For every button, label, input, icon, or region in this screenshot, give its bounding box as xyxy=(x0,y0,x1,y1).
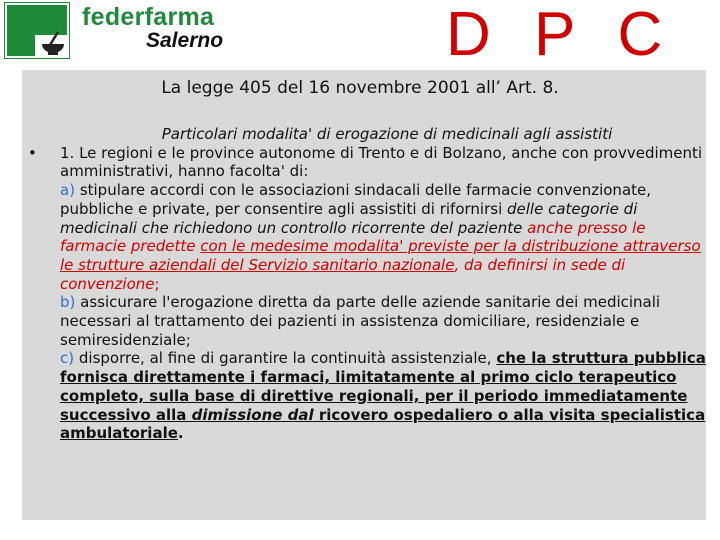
marker-a: a) xyxy=(60,181,76,200)
federfarma-logo xyxy=(4,2,239,59)
paragraph-a xyxy=(28,181,706,293)
c-text-1: disporre, al fine di garantire la continuità assistenziale, xyxy=(74,349,497,368)
logo-name: federfarma xyxy=(82,3,215,31)
federfarma-cross-mortar-icon xyxy=(4,2,70,59)
a-text-4: anche presso le farmacie predette xyxy=(60,218,646,256)
logo-city: Salerno xyxy=(146,29,224,52)
dpc-acronym: D P C xyxy=(446,0,676,69)
marker-b: b) xyxy=(60,293,76,312)
c-text-3: dimissione dal xyxy=(191,405,314,424)
marker-c: c) xyxy=(60,349,75,368)
a-text-8: ; xyxy=(154,274,160,293)
c-text-5: . xyxy=(177,424,184,443)
bullet-icon: • xyxy=(28,143,37,162)
c-text-4: ricovero ospedaliero o alla visita specialistica ambulatoriale xyxy=(60,405,706,443)
paragraph-c xyxy=(28,349,706,443)
a-text-6: con le medesime modalita' previste per la distribuzione attraverso le strutture aziendali del Servizio sanitario nazionale xyxy=(60,237,701,274)
a-text-1: stipulare accordi con le associazioni sindacali delle farmacie convenzionate, pubbliche e private, per consentire agli assistiti di rifornirsi xyxy=(60,181,652,218)
a-text-2: delle categorie di medicinali che richiedono un controllo ricorrente del paziente xyxy=(60,199,638,237)
body-text xyxy=(28,125,706,443)
a-text-7: , da definirsi in sede di convenzione xyxy=(60,255,626,293)
paragraph-b xyxy=(28,293,706,349)
b-text: assicurare l'erogazione diretta da parte delle aziende sanitarie dei medicinali necessari al trattamento dei pazienti in assistenza domiciliare, residenziale e semiresidenziale; xyxy=(60,293,661,349)
c-text-2: che la struttura pubblica fornisca direttamente i farmaci, limitatamente al primo ciclo terapeutico completo, sulla base di direttive regionali, per il periodo immediatamente successivo alla xyxy=(60,349,706,424)
subtitle: Particolari modalita' di erogazione di medicinali agli assistiti xyxy=(161,125,613,143)
slide-title: La legge 405 del 16 novembre 2001 all’ Art. 8. xyxy=(161,78,559,98)
list-item-intro xyxy=(28,144,706,181)
intro-text: 1. Le regioni e le province autonome di Trento e di Bolzano, anche con provvedimenti amministrativi, hanno facolta' di: xyxy=(60,143,703,181)
